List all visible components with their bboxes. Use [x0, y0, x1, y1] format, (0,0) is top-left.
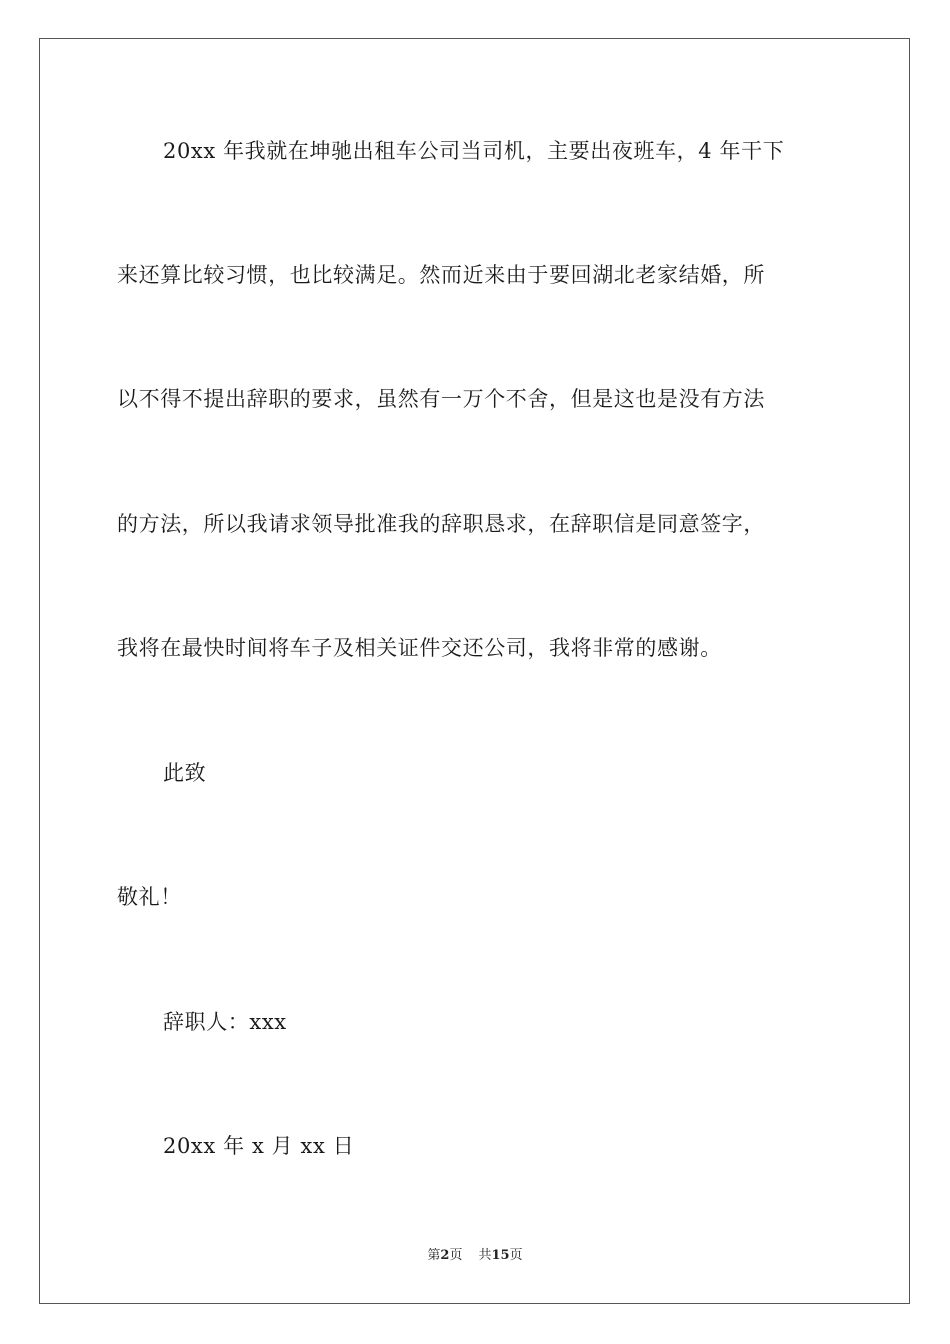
signer-line: 辞职人：xxx: [163, 1010, 287, 1034]
paragraph-line-5: 我将在最快时间将车子及相关证件交还公司，我将非常的感谢。: [117, 636, 722, 660]
footer-page-prefix: 第: [427, 1248, 441, 1263]
date-line: 20xx 年 x 月 xx 日: [163, 1134, 355, 1158]
closing-salutation: 此致: [163, 761, 207, 785]
page-border: [39, 38, 910, 1304]
footer-page-suffix: 页: [449, 1248, 463, 1263]
paragraph-line-3: 以不得不提出辞职的要求，虽然有一万个不舍，但是这也是没有方法: [117, 387, 765, 411]
paragraph-line-4: 的方法，所以我请求领导批准我的辞职恳求，在辞职信是同意签字，: [117, 512, 765, 536]
footer-total-prefix: 共: [478, 1248, 492, 1263]
footer-total-pages: 15: [491, 1248, 510, 1263]
page-footer: [0, 1247, 950, 1265]
paragraph-line-2: 来还算比较习惯，也比较满足。然而近来由于要回湖北老家结婚，所: [117, 263, 765, 287]
paragraph-line-1: 20xx 年我就在坤驰出租车公司当司机，主要出夜班车，4 年干下: [163, 139, 785, 163]
footer-page-number: 2: [440, 1248, 450, 1263]
closing-regards: 敬礼！: [117, 885, 182, 909]
footer-total-suffix: 页: [509, 1248, 523, 1263]
